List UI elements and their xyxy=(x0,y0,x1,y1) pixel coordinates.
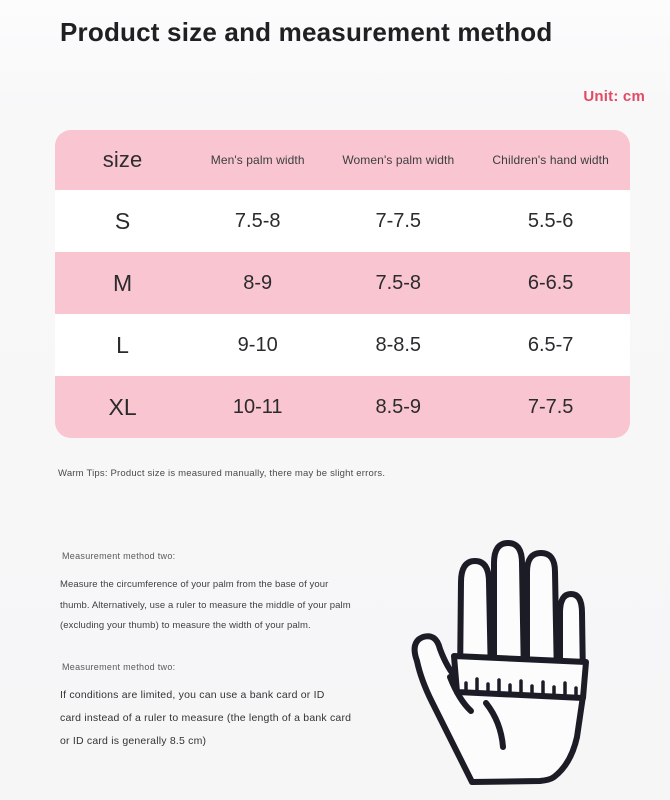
cell-men: 8-9 xyxy=(243,271,273,294)
warm-tips-text: Warm Tips: Product size is measured manually, there may be slight errors. xyxy=(58,468,386,479)
cell-women: 7-7.5 xyxy=(375,209,422,232)
table-row xyxy=(55,376,630,438)
cell-women: 7.5-8 xyxy=(375,271,422,294)
col-header-size: size xyxy=(102,147,143,172)
size-table xyxy=(55,130,630,438)
cell-size: S xyxy=(114,207,131,234)
table-row xyxy=(55,314,630,376)
page-title: Product size and measurement method xyxy=(60,17,553,47)
cell-size: XL xyxy=(108,393,137,420)
measurement-method-text-2 xyxy=(60,684,351,753)
cell-children: 6.5-7 xyxy=(527,333,574,356)
method-2-line: or ID card is generally 8.5 cm) xyxy=(60,735,207,747)
cell-men: 9-10 xyxy=(237,333,278,356)
unit-label: Unit: cm xyxy=(583,88,645,105)
cell-men: 7.5-8 xyxy=(234,209,281,232)
col-header-women: Women's palm width xyxy=(342,153,455,167)
method-1-line: Measure the circumference of your palm from the base of your xyxy=(60,579,329,590)
col-header-men: Men's palm width xyxy=(210,153,305,167)
method-2-line: If conditions are limited, you can use a bank card or ID xyxy=(60,689,325,701)
cell-children: 6-6.5 xyxy=(527,271,574,294)
measurement-method-label-2: Measurement method two: xyxy=(62,662,176,672)
measurement-method-text-1 xyxy=(60,575,351,637)
method-1-line: thumb. Alternatively, use a ruler to measure the middle of your palm xyxy=(60,599,351,611)
col-header-children: Children's hand width xyxy=(492,153,609,167)
cell-children: 5.5-6 xyxy=(527,209,574,232)
cell-size: L xyxy=(116,331,129,358)
table-row xyxy=(55,190,630,252)
size-table-header xyxy=(55,130,630,190)
table-row xyxy=(55,252,630,314)
cell-men: 10-11 xyxy=(232,395,283,418)
method-1-line: (excluding your thumb) to measure the width of your palm. xyxy=(60,620,311,631)
cell-children: 7-7.5 xyxy=(527,395,574,418)
hand-with-ruler-icon xyxy=(390,530,670,800)
cell-women: 8-8.5 xyxy=(375,333,422,356)
cell-size: M xyxy=(112,269,133,296)
cell-women: 8.5-9 xyxy=(375,395,422,418)
measurement-method-label-1: Measurement method two: xyxy=(62,551,176,561)
method-2-line: card instead of a ruler to measure (the length of a bank card xyxy=(60,712,352,724)
